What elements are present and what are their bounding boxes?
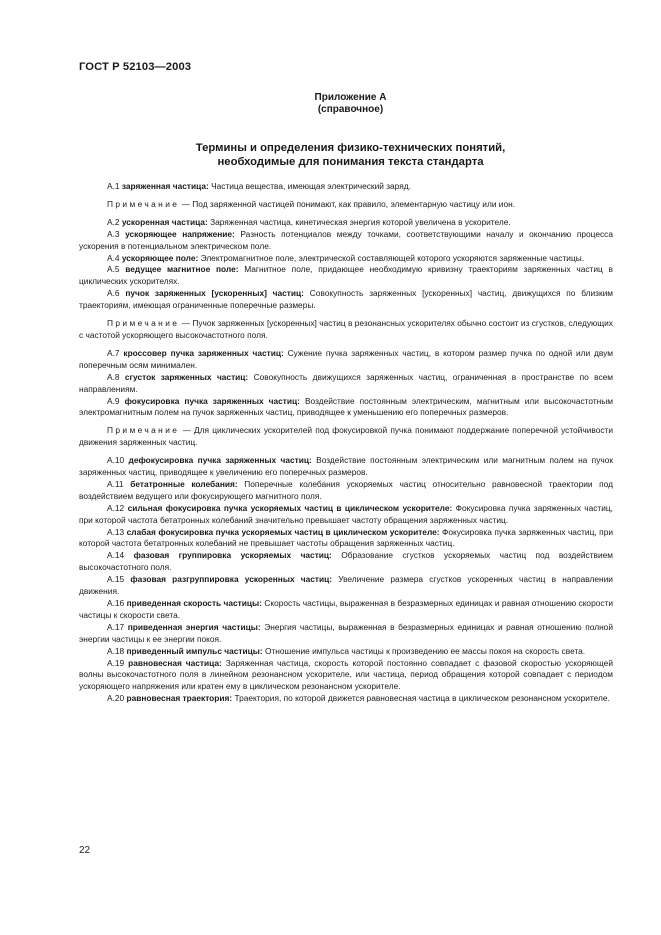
term-definition: Заряженная частица, скорость которой постоянно совпадает с фазовой скоростью ускоряющей волны высокочастотного поля в линейном резонансном ускорителе, или частица, период обращения которой совпадает с периодом ускоряющего напряжения или кратен ему в циклическом резонансном ускорителе. [79,657,613,692]
term-definition: Частица вещества, имеющая электрический заряд. [211,181,411,191]
term-name: ускоренная частица: [121,216,208,227]
term-item: А.6 пучок заряженных [ускоренных] частиц: Совокупность заряженных [ускоренных] частиц, движущихся по близким траекториям, имеющая ограниченные поперечные размеры. [79,288,613,311]
term-item: А.20 равновесная траектория: Траектория, по которой движется равновесная частица в циклическом резонансном ускорителе. [107,693,610,704]
term-item: А.5 ведущее магнитное поле: Магнитное поле, придающее необходимую кривизну траекториям заряженных частиц в циклических ускорителях. [79,264,613,287]
term-name: слабая фокусировка пучка ускоряемых частиц в циклическом ускорителе: [126,526,440,537]
term-name: равновесная траектория: [126,693,233,704]
term-item: А.1 заряженная частица: Частица вещества, имеющая электрический заряд. [107,181,411,191]
term-name: бетатронные колебания: [130,478,238,489]
term-definition: Образование сгустков ускоряемых частиц под воздействием высокочастотного поля. [79,550,613,573]
term-name: приведенная энергия частицы: [127,621,261,632]
term-definition: Совокупность движущихся заряженных частиц, ограниченная в пространстве по всем направлениям. [79,371,614,394]
term-name: приведенный импульс частицы: [126,645,263,656]
note-item [79,425,613,449]
note-label: Примечание [107,425,180,436]
term-name: фазовая группировка ускоряемых частиц: [133,550,332,561]
term-definition: Сужение пучка заряженных частиц, в котором размер пучка по одной или двум поперечным осям минимален. [79,347,613,370]
term-item: А.15 фазовая разгруппировка ускоренных частиц: Увеличение размера сгустков ускоренных частиц в направлении движения. [79,574,613,597]
term-item: А.7 кроссовер пучка заряженных частиц: Сужение пучка заряженных частиц, в котором размер пучка по одной или двум поперечным осям минимален. [79,347,613,370]
term-definition: Увеличение размера сгустков ускоренных частиц в направлении движения. [79,574,613,597]
term-definition: Скорость частицы, выраженная в безразмерных единицах и равная отношению скорости частицы к скорости света. [79,598,614,620]
term-name: сильная фокусировка пучка ускоряемых частиц в циклическом ускорителе: [127,502,453,513]
term-item: А.14 фазовая группировка ускоряемых частиц: Образование сгустков ускоряемых частиц под воздействием высокочастотного поля. [79,550,613,573]
term-name: фокусировка пучка заряженных частиц: [124,395,300,406]
term-definition: Заряженная частица, кинетическая энергия которой увеличена в ускорителе. [210,216,511,227]
section-title-line-2: необходимые для понимания текста стандарта [217,156,484,168]
term-definition: Электромагнитное поле, электрической составляющей которого ускоряются заряженные частицы. [200,252,585,263]
term-definition: Воздействие постоянным электрическим или магнитным полем на пучок заряженных частиц, приводящее к увеличению его поперечных размеров. [79,455,614,478]
appendix-heading [0,92,661,116]
term-name: ускоряющее напряжение: [125,228,235,239]
term-definition: Траектория, по которой движется равновесная частица в циклическом резонансном ускорителе. [234,693,610,704]
term-item: А.10 дефокусировка пучка заряженных частиц: Воздействие постоянным электрическим или магнитным полем на пучок заряженных частиц, приводящее к увеличению его поперечных размеров. [79,455,614,478]
term-name: фазовая разгруппировка ускоренных частиц: [130,574,333,585]
term-definition: Фокусировка пучка заряженных частиц, при которой частота бетатронных колебаний значительно превышает частоту обращения заряженных частиц. [79,502,614,525]
term-item: А.2 ускоренная частица: Заряженная частица, кинетическая энергия которой увеличена в ускорителе. [107,216,511,227]
section-title [0,141,661,169]
term-item: А.11 бетатронные колебания: Поперечные колебания ускоряемых частиц относительно равновесной траектории под воздействием ведущего или фокусирующего магнитного поля. [79,478,614,501]
term-item: А.18 приведенный импульс частицы: Отношение импульса частицы к произведению ее массы покоя на скорость света. [107,645,586,656]
term-item: А.13 слабая фокусировка пучка ускоряемых частиц в циклическом ускорителе: Фокусировка пучка заряженных частиц, при которой частота бетатронных колебаний не превышает частоты обращения заряженных частиц. [79,526,613,549]
note-label: Примечание [107,318,180,329]
note-text: — Для циклических ускорителей под фокусировкой пучка понимают поддержание поперечной устойчивости движения заряженных частиц. [79,425,613,448]
term-definition: Фокусировка пучка заряженных частиц, при которой частота бетатронных колебаний не превышает частоты обращения заряженных частиц. [79,526,613,549]
section-title-line-1: Термины и определения физико-технических понятий, [195,142,506,154]
term-definition: Энергия частицы, выраженная в безразмерных единицах и равная отношению полной энергии частицы к ее энергии покоя. [79,621,613,644]
term-name: приведенная скорость частицы: [126,598,262,608]
term-definition: Воздействие постоянным электрическим, магнитным или высокочастотным электромагнитным полем на пучок заряженных частиц, приводящее к уменьшению его поперечных размеров. [79,395,613,418]
term-item: А.9 фокусировка пучка заряженных частиц: Воздействие постоянным электрическим, магнитным или высокочастотным электромагнитным полем на пучок заряженных частиц, приводящее к уменьшению его поперечных размеров. [79,395,613,418]
appendix-label: Приложение А [314,92,387,103]
term-item: А.17 приведенная энергия частицы: Энергия частицы, выраженная в безразмерных единицах и равная отношению полной энергии частицы к ее энергии покоя. [79,621,613,644]
term-item: А.8 сгусток заряженных частиц: Совокупность движущихся заряженных частиц, ограниченная в пространстве по всем направлениям. [79,371,614,394]
term-item: А.4 ускоряющее поле: Электромагнитное поле, электрической составляющей которого ускоряются заряженные частицы. [107,252,585,263]
appendix-type: (справочное) [317,104,384,115]
term-definition: Отношение импульса частицы к произведению ее массы покоя на скорость света. [264,645,586,656]
term-name: ускоряющее поле: [121,252,199,263]
term-name: заряженная частица: [121,181,209,191]
term-definition: Разность потенциалов между точками, соответствующими началу и окончанию процесса ускорения в потенциальном электрическом поле. [79,228,613,251]
term-item: А.12 сильная фокусировка пучка ускоряемых частиц в циклическом ускорителе: Фокусировка пучка заряженных частиц, при которой частота бетатронных колебаний значительно превышает частоту обращения заряженных частиц. [79,502,614,525]
note-item [79,318,613,342]
terms-body [79,181,613,705]
term-definition: Магнитное поле, придающее необходимую кривизну траекториям заряженных частиц в циклических ускорителях. [79,264,613,287]
term-definition: Совокупность заряженных [ускоренных] частиц, движущихся по близким траекториям, имеющая ограниченные поперечные размеры. [79,288,613,311]
standard-header: ГОСТ Р 52103—2003 [79,61,192,73]
note-text: — Под заряженной частицей понимают, как правило, элементарную частицу или ион. [181,198,516,209]
note-label: Примечание [107,198,180,209]
term-item: А.3 ускоряющее напряжение: Разность потенциалов между точками, соответствующими началу и окончанию процесса ускорения в потенциальном электрическом поле. [79,228,613,251]
note-text: — Пучок заряженных [ускоренных] частиц в резонансных ускорителях обычно состоит из сгустков, следующих с частотой ускоряющего высокочастотного поля. [79,318,613,340]
term-name: дефокусировка пучка заряженных частиц: [128,455,312,466]
term-item: А.19 равновесная частица: Заряженная частица, скорость которой постоянно совпадает с фазовой скоростью ускоряющей волны высокочастотного поля в линейном резонансном ускорителе, или частица, период обращения которой совпадает с периодом ускоряющего напряжения или кратен ему в циклическом резонансном ускорителе. [79,657,613,692]
term-name: равновесная частица: [128,657,222,668]
page-number: 22 [79,845,91,856]
note-item [79,199,613,211]
term-name: сгусток заряженных частиц: [124,371,249,382]
term-item: А.16 приведенная скорость частицы: Скорость частицы, выраженная в безразмерных единицах и равная отношению скорости частицы к скорости света. [79,598,614,620]
term-name: кроссовер пучка заряженных частиц: [123,347,284,358]
term-name: пучок заряженных [ускоренных] частиц: [125,288,304,299]
term-definition: Поперечные колебания ускоряемых частиц относительно равновесной траектории под воздействием ведущего или фокусирующего магнитного поля. [79,478,614,501]
term-name: ведущее магнитное поле: [125,264,239,275]
